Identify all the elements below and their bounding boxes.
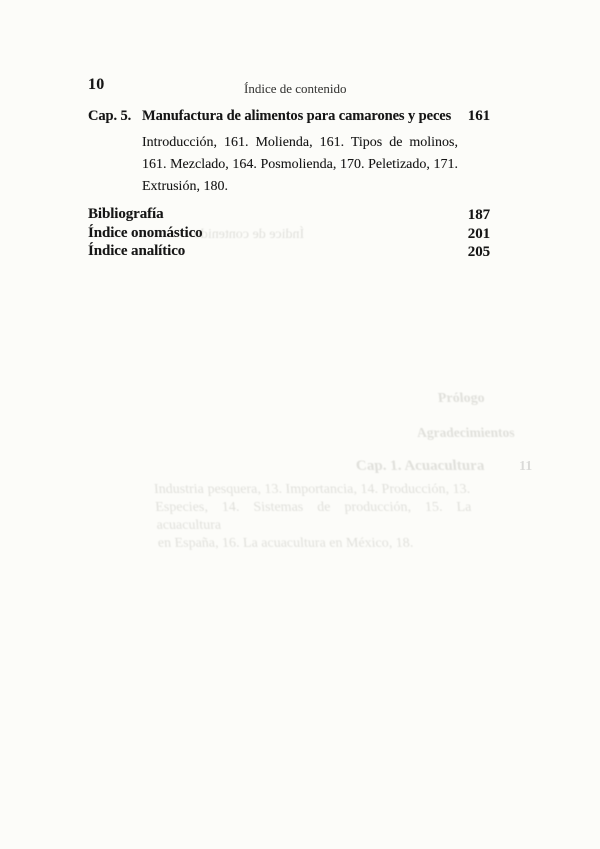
backmatter-label: Índice analítico <box>88 243 186 259</box>
ghost-running-header: Índice de contenido <box>193 227 305 242</box>
chapter-label: Cap. 5. <box>88 108 132 124</box>
backmatter-label: Índice onomástico <box>88 225 203 241</box>
chapter-page-number: 161 <box>467 108 490 124</box>
ghost-subentry-line: en España, 16. La acuacultura en México, 18. <box>157 536 414 551</box>
running-header: Índice de contenido <box>244 81 347 96</box>
chapter-title: Manufactura de alimentos para camarones y peces <box>142 108 452 124</box>
ghost-subentry-line: Industria pesquera, 13. Importancia, 14. Producción, 13. <box>153 482 471 497</box>
backmatter-label: Bibliografía <box>88 206 164 222</box>
backmatter-page-number: 205 <box>467 244 490 260</box>
subentry-line: 161. Mezclado, 164. Posmolienda, 170. Peletizado, 171. <box>142 157 458 172</box>
backmatter-page-number: 201 <box>467 226 490 242</box>
subentry-line: Introducción, 161. Molienda, 161. Tipos de molinos, <box>142 135 458 150</box>
ghost-chapter1-page-number: 11 <box>519 459 533 474</box>
ghost-chapter1-subentries <box>153 481 474 553</box>
backmatter-page-number: 187 <box>467 207 490 223</box>
backmatter-row-bibliografia <box>88 206 500 225</box>
ghost-prologo-entry: Prólogo <box>437 391 486 406</box>
ghost-subentry-line: Especies, 14. Sistemas de producción, 15. La acuacultura <box>154 500 472 533</box>
page-number: 10 <box>88 76 105 93</box>
ghost-chapter1-entry: Cap. 1. Acuacultura <box>355 458 485 474</box>
subentry-line: Extrusión, 180. <box>142 179 228 194</box>
chapter-subentries <box>142 132 458 198</box>
backmatter-row-indice-analitico <box>88 243 500 262</box>
ghost-agradecimientos-entry: Agradecimientos <box>416 425 516 440</box>
